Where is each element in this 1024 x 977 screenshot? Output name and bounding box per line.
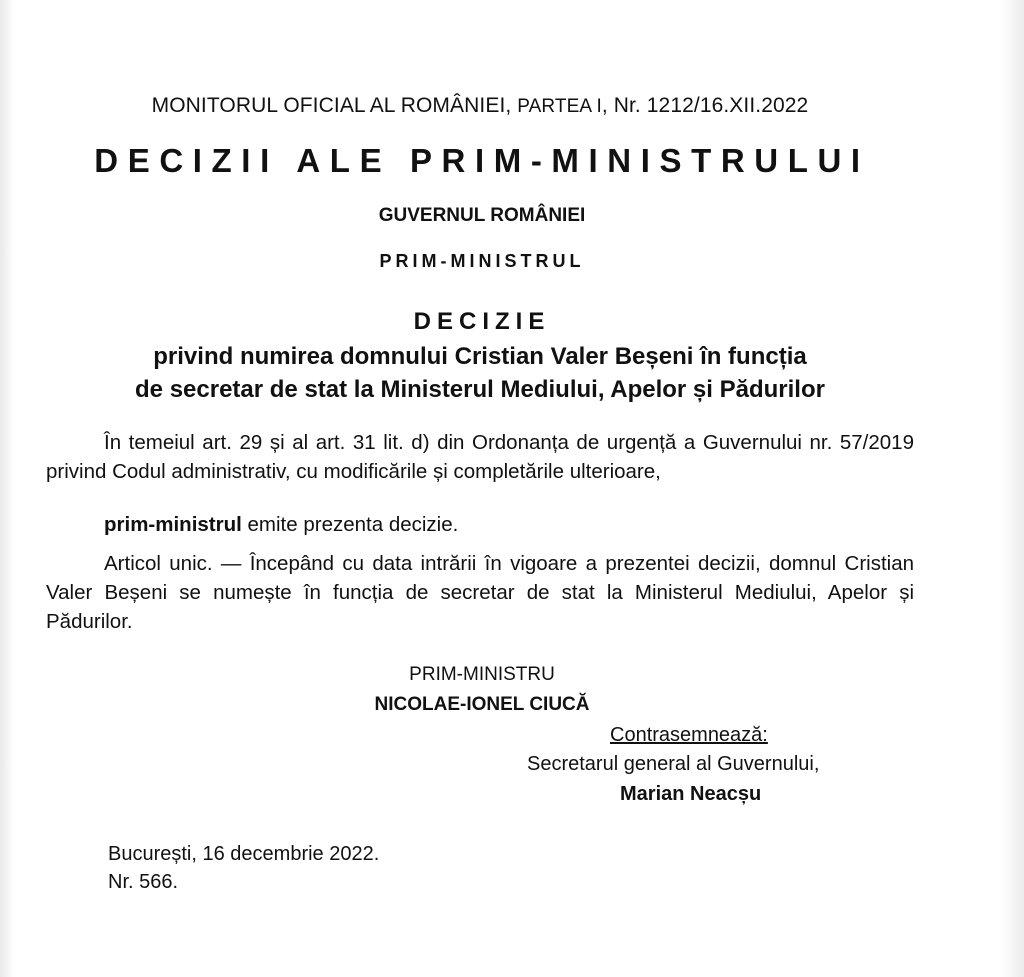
- countersign-name: Marian Neacșu: [620, 783, 762, 805]
- publication-name: MONITORUL OFICIAL AL ROMÂNIEI,: [151, 94, 518, 117]
- signatory-name: NICOLAE-IONEL CIUCĂ: [374, 694, 590, 715]
- countersign-label: Contrasemnează:: [610, 724, 768, 746]
- publication-part: PARTEA I: [517, 96, 602, 117]
- decision-subject: [0, 340, 960, 406]
- publication-header: [0, 94, 960, 118]
- article-paragraph: Articol unic. — Începând cu data intrării în vigoare a prezentei decizii, domnul Cristian Valer Beșeni se numește în funcția de secretar de stat la Ministerul Mediului, Apelor și Pădurilor.: [46, 552, 914, 633]
- legal-basis-paragraph: În temeiul art. 29 și al art. 31 lit. d) din Ordonanța de urgență a Guvernului nr. 57/2019 privind Codul administrativ, cu modificările și completările ulterioare,: [46, 431, 914, 483]
- publication-issue: , Nr. 1212/16.XII.2022: [601, 94, 809, 117]
- decision-label: DECIZIE: [413, 308, 551, 335]
- place-and-date: București, 16 decembrie 2022.: [108, 843, 380, 865]
- signatory-role: PRIM-MINISTRU: [409, 664, 555, 685]
- decision-number: Nr. 566.: [108, 871, 179, 893]
- countersign-role: Secretarul general al Guvernului,: [527, 753, 820, 775]
- prime-minister-heading: PRIM-MINISTRUL: [379, 251, 585, 271]
- decision-subject-line-1: privind numirea domnului Cristian Valer Beșeni în funcția: [153, 343, 807, 370]
- issuer-bold: prim-ministrul: [104, 513, 242, 536]
- issuer-rest: emite prezenta decizie.: [241, 513, 459, 536]
- decision-subject-line-2: de secretar de stat la Ministerul Mediului, Apelor și Pădurilor: [135, 376, 825, 403]
- section-title: DECIZII ALE PRIM-MINISTRULUI: [94, 142, 870, 179]
- government-heading: GUVERNUL ROMÂNIEI: [378, 205, 586, 226]
- issuer-paragraph: [104, 510, 458, 539]
